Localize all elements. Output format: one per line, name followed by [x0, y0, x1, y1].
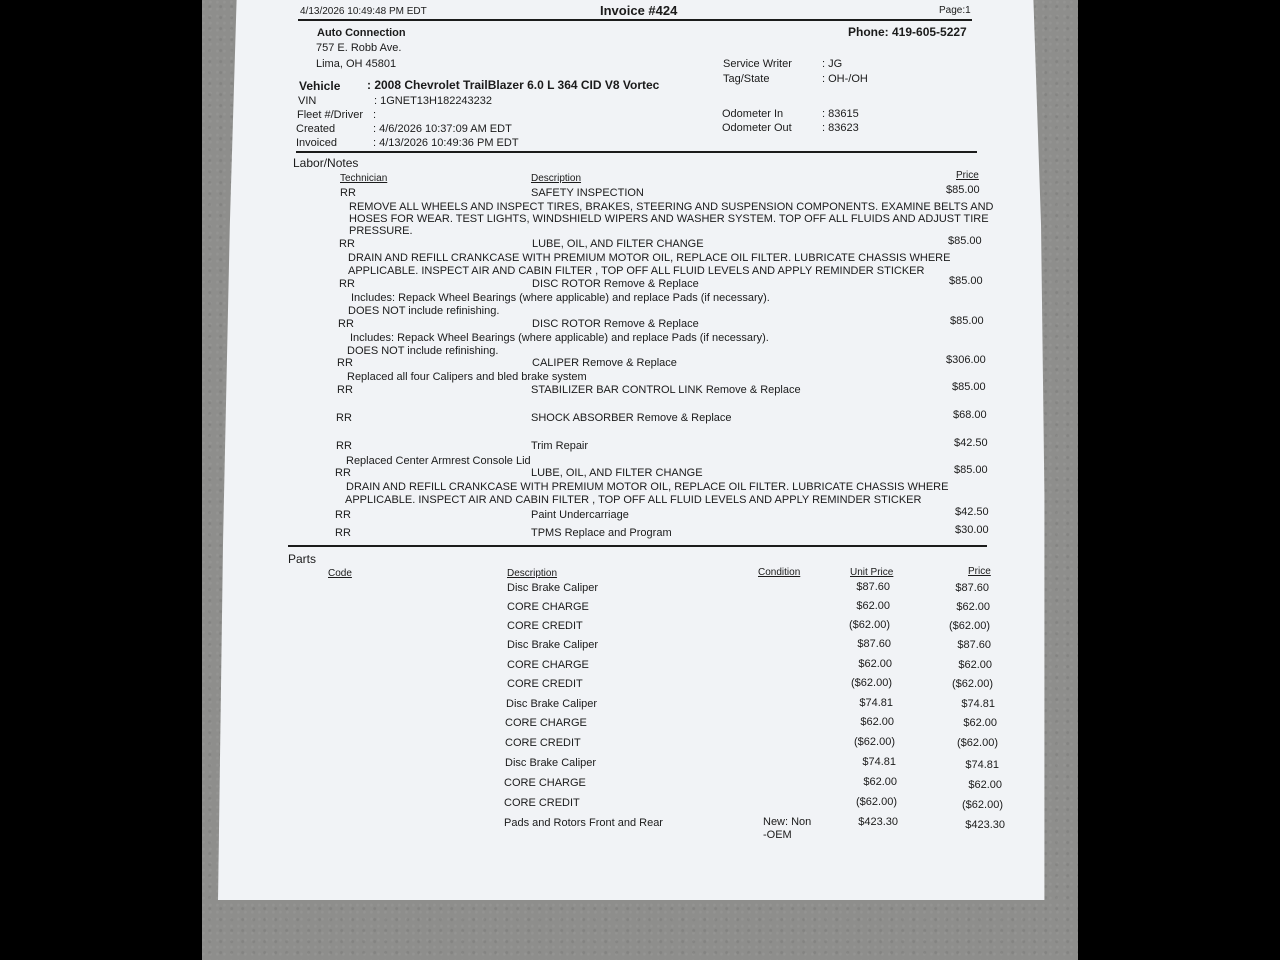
part-unit-price: ($62.00)	[849, 619, 890, 631]
labor-note: Replaced all four Calipers and bled brake system	[347, 371, 587, 383]
part-price: ($62.00)	[957, 737, 998, 749]
labor-note: PRESSURE.	[349, 225, 413, 237]
part-price: ($62.00)	[949, 620, 990, 632]
created-label: Created	[296, 123, 336, 135]
labor-description: SAFETY INSPECTION	[531, 187, 644, 199]
part-description: CORE CHARGE	[505, 717, 587, 729]
part-price: $87.60	[955, 582, 989, 594]
part-description: Disc Brake Caliper	[505, 757, 597, 769]
invoiced-label: Invoiced	[296, 137, 337, 149]
parts-col-description: Description	[507, 568, 558, 579]
invoice-title: Invoice #424	[600, 3, 678, 18]
parts-col-price: Price	[968, 566, 991, 577]
parts-col-code: Code	[328, 568, 352, 579]
odometer-in-value: : 83615	[822, 108, 859, 120]
part-unit-price: $87.60	[857, 638, 891, 650]
shop-street: 757 E. Robb Ave.	[316, 42, 402, 54]
labor-price: $85.00	[952, 381, 986, 393]
labor-price: $42.50	[954, 437, 988, 449]
labor-description: DISC ROTOR Remove & Replace	[532, 318, 699, 330]
labor-note: DRAIN AND REFILL CRANKCASE WITH PREMIUM MOTOR OIL, REPLACE OIL FILTER. LUBRICATE CHASSIS WHERE	[348, 252, 951, 264]
odometer-in-label: Odometer In	[722, 108, 784, 120]
labor-description: TPMS Replace and Program	[531, 527, 672, 539]
odometer-out-value: : 83623	[822, 122, 859, 134]
part-description: Disc Brake Caliper	[506, 698, 598, 710]
labor-note: Replaced Center Armrest Console Lid	[346, 455, 531, 467]
created-value: : 4/6/2026 10:37:09 AM EDT	[373, 123, 512, 135]
labor-note: DOES NOT include refinishing.	[347, 345, 499, 357]
labor-technician: RR	[338, 318, 354, 330]
part-condition: New: Non -OEM	[763, 816, 812, 841]
part-unit-price: $62.00	[863, 776, 897, 788]
part-unit-price: ($62.00)	[856, 796, 897, 808]
part-description: CORE CREDIT	[505, 737, 581, 749]
vin-label: VIN	[298, 95, 317, 107]
part-description: CORE CREDIT	[507, 620, 583, 632]
vehicle-value: : 2008 Chevrolet TrailBlazer 6.0 L 364 CID V8 Vortec	[367, 78, 660, 92]
labor-note: APPLICABLE. INSPECT AIR AND CABIN FILTER , TOP OFF ALL FLUID LEVELS AND APPLY REMINDER STICKER	[348, 265, 925, 277]
part-price: $62.00	[968, 779, 1002, 791]
page-number: Page:1	[939, 5, 971, 16]
labor-section-title: Labor/Notes	[293, 156, 359, 170]
labor-note: APPLICABLE. INSPECT AIR AND CABIN FILTER , TOP OFF ALL FLUID LEVELS AND APPLY REMINDER STICKER	[345, 494, 922, 506]
part-price: $62.00	[963, 717, 997, 729]
labor-description: Trim Repair	[531, 440, 589, 452]
labor-price: $85.00	[950, 315, 984, 327]
labor-description: LUBE, OIL, AND FILTER CHANGE	[531, 467, 703, 479]
labor-technician: RR	[339, 278, 355, 290]
parts-col-unit-price: Unit Price	[850, 567, 894, 578]
part-price: ($62.00)	[952, 678, 993, 690]
labor-price: $306.00	[946, 354, 986, 366]
labor-technician: RR	[337, 384, 353, 396]
labor-technician: RR	[339, 238, 355, 250]
labor-note: DOES NOT include refinishing.	[348, 305, 500, 317]
labor-price: $30.00	[955, 524, 989, 536]
tag-state-label: Tag/State	[723, 73, 770, 85]
labor-note: REMOVE ALL WHEELS AND INSPECT TIRES, BRAKES, STEERING AND SUSPENSION COMPONENTS. EXAMINE BELTS AND	[349, 201, 994, 213]
labor-col-technician: Technician	[340, 173, 388, 184]
vin-value: : 1GNET13H182243232	[374, 95, 493, 107]
fleet-driver-label: Fleet #/Driver	[297, 109, 364, 121]
part-description: CORE CHARGE	[507, 601, 589, 613]
labor-description: CALIPER Remove & Replace	[532, 357, 677, 369]
part-unit-price: $62.00	[860, 716, 894, 728]
shop-name: Auto Connection	[317, 27, 406, 39]
part-unit-price: $87.60	[856, 581, 890, 593]
shop-city: Lima, OH 45801	[316, 58, 397, 70]
labor-technician: RR	[337, 357, 353, 369]
part-unit-price: $74.81	[862, 756, 896, 768]
part-description: Disc Brake Caliper	[507, 582, 599, 594]
labor-technician: RR	[335, 509, 351, 521]
labor-description: STABILIZER BAR CONTROL LINK Remove & Replace	[531, 384, 801, 396]
part-price: $74.81	[961, 698, 995, 710]
header-rule	[298, 19, 972, 21]
labor-technician: RR	[336, 412, 352, 424]
part-unit-price: ($62.00)	[854, 736, 895, 748]
part-description: Disc Brake Caliper	[507, 639, 599, 651]
labor-description: SHOCK ABSORBER Remove & Replace	[531, 412, 732, 424]
part-price: ($62.00)	[962, 799, 1003, 811]
labor-note: DRAIN AND REFILL CRANKCASE WITH PREMIUM MOTOR OIL, REPLACE OIL FILTER. LUBRICATE CHASSIS WHERE	[346, 481, 949, 493]
part-price: $62.00	[958, 659, 992, 671]
parts-col-condition: Condition	[758, 567, 801, 578]
service-writer-value: : JG	[822, 58, 843, 70]
service-writer-label: Service Writer	[723, 58, 792, 70]
labor-price: $85.00	[949, 275, 983, 287]
labor-note: Includes: Repack Wheel Bearings (where applicable) and replace Pads (if necessary).	[351, 292, 770, 304]
part-unit-price: $62.00	[856, 600, 890, 612]
labor-rule	[288, 545, 987, 547]
part-price: $62.00	[956, 601, 990, 613]
labor-col-description: Description	[531, 173, 582, 184]
labor-price: $85.00	[948, 235, 982, 247]
part-unit-price: ($62.00)	[851, 677, 892, 689]
vehicle-rule	[296, 151, 977, 153]
labor-price: $42.50	[955, 506, 989, 518]
shop-phone: Phone: 419-605-5227	[848, 25, 967, 39]
labor-description: DISC ROTOR Remove & Replace	[532, 278, 699, 290]
labor-technician: RR	[335, 467, 351, 479]
labor-price: $68.00	[953, 409, 987, 421]
part-price: $423.30	[965, 819, 1005, 831]
tag-state-value: : OH-/OH	[822, 73, 868, 85]
part-description: CORE CHARGE	[507, 659, 589, 671]
part-unit-price: $74.81	[859, 697, 893, 709]
fleet-driver-value: :	[373, 109, 377, 121]
odometer-out-label: Odometer Out	[722, 122, 792, 134]
part-unit-price: $62.00	[858, 658, 892, 670]
labor-price: $85.00	[954, 464, 988, 476]
part-description: CORE CREDIT	[504, 797, 580, 809]
labor-price: $85.00	[946, 184, 980, 196]
labor-col-price: Price	[956, 170, 979, 181]
part-price: $74.81	[965, 759, 999, 771]
labor-technician: RR	[335, 527, 351, 539]
labor-note: HOSES FOR WEAR. TEST LIGHTS, WINDSHIELD WIPERS AND WASHER SYSTEM. TOP OFF ALL FLUIDS AND ADJUST TIRE	[349, 213, 989, 225]
part-description: CORE CREDIT	[507, 678, 583, 690]
labor-note: Includes: Repack Wheel Bearings (where applicable) and replace Pads (if necessary).	[350, 332, 769, 344]
part-unit-price: $423.30	[858, 816, 898, 828]
part-description: Pads and Rotors Front and Rear	[504, 817, 663, 829]
parts-section-title: Parts	[288, 552, 317, 566]
vehicle-label: Vehicle	[299, 79, 341, 93]
part-description: CORE CHARGE	[504, 777, 586, 789]
labor-technician: RR	[336, 440, 352, 452]
labor-description: LUBE, OIL, AND FILTER CHANGE	[532, 238, 704, 250]
printed-timestamp: 4/13/2026 10:49:48 PM EDT	[300, 6, 427, 17]
part-price: $87.60	[957, 639, 991, 651]
labor-description: Paint Undercarriage	[531, 509, 629, 521]
labor-technician: RR	[340, 187, 356, 199]
invoiced-value: : 4/13/2026 10:49:36 PM EDT	[373, 137, 519, 149]
